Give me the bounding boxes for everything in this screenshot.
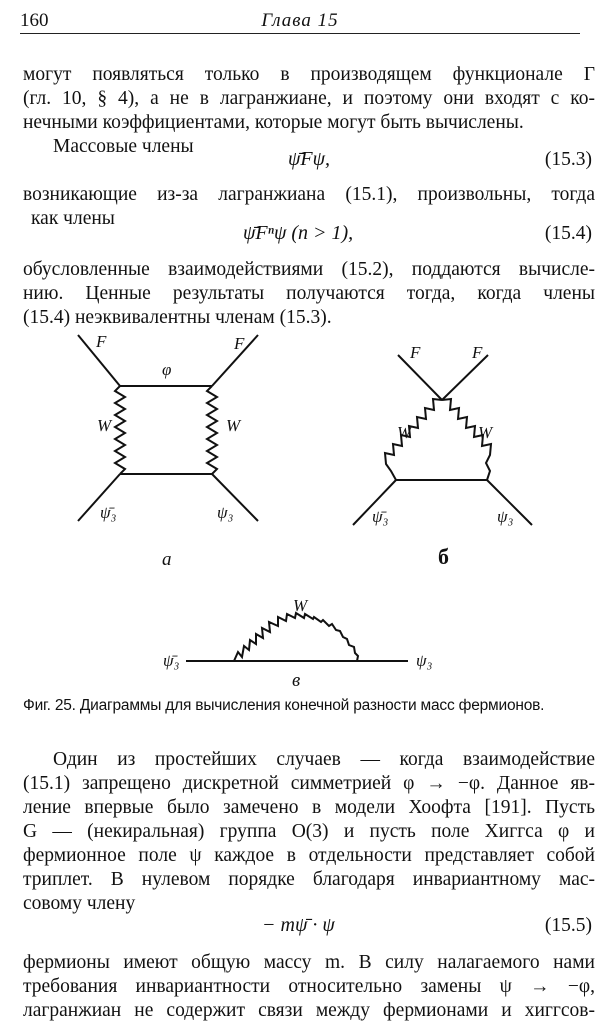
- text-line: (15.4) неэквивалентны членам (15.3).: [23, 307, 332, 328]
- label-psibar: ψ̄₃: [100, 503, 117, 522]
- text-line: могут появляться только в производящем функционале Γ: [23, 64, 595, 85]
- diagram-v-label: в: [292, 670, 301, 691]
- equation-15-4: ψ̄Fⁿψ (n > 1),: [243, 222, 354, 244]
- page-header: [20, 6, 580, 34]
- text-line: возникающие из-за лагранжиана (15.1), произвольны, тогда: [23, 184, 595, 205]
- label-W-left: W: [397, 423, 412, 442]
- label-W: W: [293, 596, 308, 615]
- text-line: G — (некиральная) группа O(3) и пусть поле Хиггса φ и: [23, 821, 595, 842]
- equation-number: (15.3): [544, 149, 592, 170]
- equation-15-5: − mψ̄ · ψ: [262, 914, 335, 936]
- text-line: фермионы имеют общую массу m. В силу налагаемого нами: [23, 952, 595, 973]
- text-line: (гл. 10, § 4), а не в лагранжиане, и поэтому они входят с ко-: [23, 88, 595, 109]
- text-line: совому члену: [23, 893, 136, 914]
- label-F-right: F: [234, 334, 245, 353]
- figure-caption: Фиг. 25. Диаграммы для вычисления конечной разности масс фермионов.: [23, 697, 545, 714]
- equation-number: (15.5): [544, 915, 592, 936]
- label-F-left: F: [410, 343, 421, 362]
- label-phi: φ: [162, 360, 172, 379]
- w-boson-left: [115, 386, 125, 474]
- w-boson-arc: [234, 613, 358, 661]
- text-line: как члены: [31, 208, 115, 229]
- label-psi: ψ₃: [497, 507, 514, 526]
- diagram-v: [186, 613, 408, 661]
- text-line: Массовые члены: [53, 136, 194, 157]
- label-psi: ψ₃: [217, 503, 234, 522]
- text-line: Один из простейших случаев — когда взаимодействие: [53, 749, 595, 770]
- chapter-title: Глава 15: [261, 10, 339, 31]
- label-W-right: W: [226, 416, 241, 435]
- text-line: нию. Ценные результаты получаются тогда, когда члены: [23, 283, 595, 304]
- text-line: (15.1) запрещено дискретной симметрией φ → −φ. Данное яв-: [23, 773, 595, 794]
- text-line: нечными коэффициентами, которые могут быть вычислены.: [23, 112, 524, 133]
- text-line: фермионное поле ψ каждое в отдельности представляет собой: [23, 845, 595, 866]
- page-number: 160: [20, 10, 49, 31]
- label-F-left: F: [96, 332, 107, 351]
- label-psibar: ψ̄₃: [372, 507, 389, 526]
- w-boson-right: [207, 386, 217, 474]
- text-line: триплет. В нулевом порядке благодаря инвариантному мас-: [23, 869, 595, 890]
- w-boson-left: [385, 399, 442, 480]
- header-rule: [20, 33, 580, 34]
- label-psi: ψ₃: [416, 651, 433, 670]
- text-line: обусловленные взаимодействиями (15.2), поддаются вычисле-: [23, 259, 595, 280]
- equation-15-3: ψ̄Fψ,: [288, 148, 331, 170]
- label-psibar: ψ̄₃: [163, 651, 180, 670]
- label-W-left: W: [97, 416, 112, 435]
- diagram-a-label: a: [162, 549, 172, 570]
- text-line: лагранжиан не содержит связи между фермионами и хиггсов-: [23, 1000, 595, 1021]
- diagram-b-label: б: [438, 544, 449, 569]
- label-F-right: F: [472, 343, 483, 362]
- text-line: ление впервые было замечено в модели Хоофта [191]. Пусть: [23, 797, 595, 818]
- diagram-b: [353, 355, 532, 525]
- feynman-diagrams-figure: [0, 330, 600, 695]
- label-W-right: W: [478, 423, 493, 442]
- text-line: требования инвариантности относительно замены ψ → −φ,: [23, 976, 595, 997]
- equation-number: (15.4): [544, 223, 592, 244]
